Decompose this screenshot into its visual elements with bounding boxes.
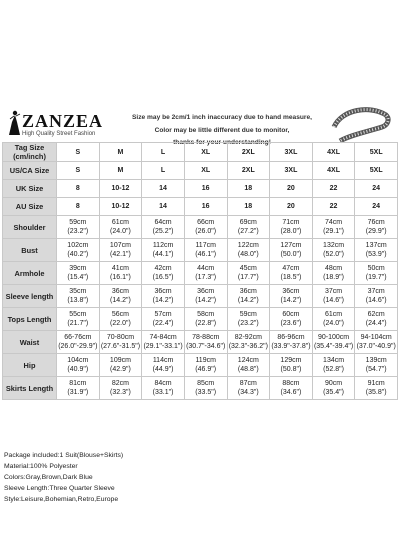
cm-value: 74-84cm [149,334,177,341]
table-row [3,285,398,308]
measure-cell [227,216,270,239]
cm-value: 35cm [69,288,87,295]
measure-cell [227,308,270,331]
cm-value: 70-80cm [106,334,135,341]
note-style: Style:Leisure,Bohemian,Retro,Europe [4,496,119,503]
table-header-row [3,143,398,162]
measure-cell [99,308,142,331]
table-row [3,377,398,400]
brand-tagline: High Quality Street Fashion [22,131,96,137]
measure-cell [99,377,142,400]
inch-value: (23.6") [280,320,302,327]
cm-value: 85cm [197,380,215,387]
measure-cell [355,354,398,377]
measure-cell [57,262,100,285]
cm-value: 84cm [154,380,172,387]
inch-value: (44.1") [152,251,174,258]
measure-cell [142,285,185,308]
cm-value: 129cm [280,357,302,364]
table-cell: 22 [312,180,355,198]
cm-value: 107cm [109,242,131,249]
table-cell: 8 [57,198,100,216]
row-label: Waist [3,331,57,354]
measure-cell [312,285,355,308]
cm-value: 62cm [367,311,385,318]
notice-line: Size may be 2cm/1 inch inaccuracy due to hand measure, [132,114,312,121]
row-label: Bust [3,239,57,262]
table-cell: 16 [184,198,227,216]
inch-value: (37.0"-40.9") [356,343,396,350]
cm-value: 104cm [67,357,89,364]
size-chart-table [2,142,398,400]
measure-cell [355,239,398,262]
row-label: Skirts Length [3,377,57,400]
measuring-tape-icon [330,105,392,145]
measure-cell [312,262,355,285]
measure-cell [227,239,270,262]
table-cell: 18 [227,198,270,216]
inch-value: (14.6") [323,297,344,304]
cm-value: 91cm [367,380,385,387]
measure-cell [312,239,355,262]
inch-value: (24.4") [365,320,387,327]
cm-value: 74cm [325,219,343,226]
cm-value: 132cm [323,242,345,249]
inch-value: (35.8") [365,389,387,396]
row-label: UK Size [3,180,57,198]
cm-value: 82cm [111,380,129,387]
inch-value: (42.1") [110,251,131,258]
inch-value: (46.1") [195,251,217,258]
cm-value: 39cm [69,265,87,272]
inch-value: (50.0") [280,251,302,258]
measure-cell [270,285,313,308]
measure-cell [99,285,142,308]
inch-value: (14.2") [237,297,259,304]
cm-value: 87cm [239,380,257,387]
inch-value: (14.2") [280,297,302,304]
cm-value: 69cm [239,219,257,226]
inch-value: (14.6") [365,297,387,304]
table-row [3,308,398,331]
inch-value: (34.3") [237,389,259,396]
table-cell: 24 [355,198,398,216]
cm-value: 36cm [197,288,215,295]
inch-value: (46.9") [195,366,217,373]
cm-value: 90cm [325,380,343,387]
measure-cell [99,216,142,239]
cm-value: 58cm [197,311,215,318]
cm-value: 44cm [197,265,215,272]
inch-value: (26.0"-29.9") [58,343,98,350]
header [0,0,400,146]
cm-value: 36cm [282,288,300,295]
inch-value: (31.9") [67,389,89,396]
table-row [3,331,398,354]
measure-cell [99,354,142,377]
cm-value: 127cm [280,242,302,249]
measure-cell [227,331,270,354]
inch-value: (34.6") [280,389,302,396]
inch-value: (48.8") [237,366,259,373]
note-package: Package included:1 Suit(Blouse+Skirts) [4,452,124,459]
table-cell: 22 [312,198,355,216]
cm-value: 124cm [237,357,259,364]
row-label-line: Tag Size [14,143,45,152]
measure-cell [142,262,185,285]
table-cell: XL [184,162,227,180]
cm-value: 76cm [367,219,385,226]
inch-value: (17.3") [195,274,217,281]
notice-line: thanks for your understanding! [173,139,271,146]
cm-value: 45cm [239,265,257,272]
inch-value: (32.3"-36.2") [228,343,268,350]
table-row [3,216,398,239]
measure-cell [270,216,313,239]
inch-value: (18.5") [280,274,302,281]
size-header-cell: M [99,143,142,162]
measure-cell [270,354,313,377]
inch-value: (14.2") [152,297,174,304]
cm-value: 114cm [152,357,174,364]
measure-cell [312,354,355,377]
measure-cell [184,377,227,400]
size-header-cell: S [57,143,100,162]
measure-cell [57,354,100,377]
inch-value: (28.0") [280,228,302,235]
measure-cell [355,216,398,239]
measure-cell [312,331,355,354]
note-sleeve: Sleeve Length:Three Quarter Sleeve [4,485,115,492]
measure-cell [99,239,142,262]
measure-cell [57,239,100,262]
measure-cell [184,285,227,308]
cm-value: 41cm [111,265,129,272]
measure-cell [312,308,355,331]
inch-value: (30.7"-34.6") [186,343,226,350]
inch-value: (33.9"-37.8") [271,343,311,350]
size-header-cell: 3XL [270,143,313,162]
measure-cell [99,331,142,354]
table-cell: 24 [355,180,398,198]
cm-value: 102cm [67,242,89,249]
measure-cell [355,377,398,400]
cm-value: 47cm [282,265,300,272]
cm-value: 109cm [109,357,131,364]
inch-value: (53.9") [365,251,387,258]
inch-value: (27.6"-31.5") [100,343,141,350]
measure-cell [227,377,270,400]
measure-cell [355,262,398,285]
inch-value: (23.2") [67,228,89,235]
table-cell: 20 [270,198,313,216]
table-cell: 16 [184,180,227,198]
size-header-cell: 5XL [355,143,398,162]
measure-cell [57,285,100,308]
inch-value: (14.2") [110,297,131,304]
measure-cell [142,239,185,262]
inch-value: (25.2") [152,228,174,235]
measure-cell [312,377,355,400]
row-label: Shoulder [3,216,57,239]
inch-value: (29.9") [365,228,387,235]
inch-value: (27.2") [237,228,259,235]
table-row [3,180,398,198]
cm-value: 36cm [154,288,172,295]
cm-value: 71cm [282,219,300,226]
table-cell: 18 [227,180,270,198]
cm-value: 66cm [197,219,215,226]
inch-value: (52.8") [323,366,344,373]
measure-cell [184,239,227,262]
inch-value: (19.7") [365,274,387,281]
brand-name: ZANZEA [22,111,104,131]
measure-cell [270,239,313,262]
size-header-cell: 4XL [312,143,355,162]
table-cell: 5XL [355,162,398,180]
measure-cell [184,216,227,239]
measure-cell [57,331,100,354]
measure-cell [142,216,185,239]
cm-value: 66-76cm [64,334,92,341]
inch-value: (24.0") [110,228,131,235]
table-row [3,239,398,262]
size-header-cell: L [142,143,185,162]
measure-cell [57,308,100,331]
table-cell: 14 [142,180,185,198]
measure-cell [142,354,185,377]
measure-cell [270,308,313,331]
cm-value: 94-104cm [360,334,392,341]
cm-value: 36cm [111,288,129,295]
inch-value: (40.9") [67,366,89,373]
measure-cell [227,262,270,285]
measure-cell [142,308,185,331]
inch-value: (50.8") [280,366,302,373]
table-cell: 4XL [312,162,355,180]
measure-cell [184,354,227,377]
measure-cell [355,308,398,331]
table-row [3,262,398,285]
measure-cell [270,377,313,400]
inch-value: (22.8") [195,320,217,327]
cm-value: 50cm [367,265,385,272]
cm-value: 81cm [69,380,87,387]
inch-value: (23.2") [237,320,259,327]
table-cell: 10-12 [99,180,142,198]
table-cell: S [57,162,100,180]
measure-cell [270,331,313,354]
measure-cell [355,331,398,354]
measure-cell [184,262,227,285]
cm-value: 37cm [325,288,343,295]
row-label: AU Size [3,198,57,216]
cm-value: 55cm [69,311,87,318]
measure-cell [57,216,100,239]
row-label-tag-size [3,143,57,162]
measure-cell [99,262,142,285]
inch-value: (35.4") [323,389,344,396]
row-label: US/CA Size [3,162,57,180]
table-row [3,354,398,377]
measure-cell [227,285,270,308]
inch-value: (26.0") [195,228,217,235]
inch-value: (42.9") [110,366,131,373]
cm-value: 36cm [239,288,257,295]
cm-value: 78-88cm [192,334,220,341]
inch-value: (54.7") [365,366,387,373]
size-header-cell: 2XL [227,143,270,162]
table-cell: 10-12 [99,198,142,216]
cm-value: 86-96cm [277,334,305,341]
row-label-line: (cm/inch) [13,152,46,161]
inch-value: (21.7") [67,320,89,327]
table-cell: 20 [270,180,313,198]
inch-value: (52.0") [323,251,344,258]
table-cell: M [99,162,142,180]
inch-value: (35.4"-39.4") [313,343,354,350]
inch-value: (33.1") [152,389,174,396]
inch-value: (40.2") [67,251,89,258]
measure-cell [142,377,185,400]
inch-value: (18.9") [323,274,344,281]
inch-value: (44.9") [152,366,174,373]
table-cell: L [142,162,185,180]
cm-value: 56cm [111,311,129,318]
measure-cell [355,285,398,308]
cm-value: 112cm [152,242,174,249]
inch-value: (29.1") [323,228,344,235]
inch-value: (17.7") [237,274,259,281]
cm-value: 42cm [154,265,172,272]
table-row [3,162,398,180]
cm-value: 57cm [154,311,172,318]
cm-value: 61cm [325,311,343,318]
row-label: Hip [3,354,57,377]
inch-value: (14.2") [195,297,217,304]
cm-value: 139cm [365,357,387,364]
table-cell: 2XL [227,162,270,180]
inch-value: (22.0") [110,320,131,327]
cm-value: 64cm [154,219,172,226]
table-cell: 8 [57,180,100,198]
inch-value: (24.0") [323,320,344,327]
inch-value: (29.1"-33.1") [143,343,183,350]
size-header-cell: XL [184,143,227,162]
measure-cell [227,354,270,377]
cm-value: 61cm [111,219,129,226]
row-label: Tops Length [3,308,57,331]
note-material: Material:100% Polyester [4,463,78,470]
inch-value: (32.3") [110,389,131,396]
inch-value: (33.5") [195,389,217,396]
cm-value: 90-100cm [317,334,350,341]
cm-value: 122cm [237,242,259,249]
inch-value: (16.5") [152,274,174,281]
cm-value: 119cm [195,357,216,364]
cm-value: 134cm [323,357,345,364]
cm-value: 37cm [367,288,385,295]
cm-value: 60cm [282,311,300,318]
product-notes [4,450,394,505]
table-cell: 3XL [270,162,313,180]
table-row [3,198,398,216]
cm-value: 82-92cm [234,334,262,341]
note-colors: Colors:Gray,Brown,Dark Blue [4,474,93,481]
measure-cell [184,331,227,354]
inch-value: (22.4") [152,320,174,327]
cm-value: 117cm [195,242,216,249]
cm-value: 59cm [239,311,257,318]
inch-value: (15.4") [67,274,89,281]
row-label: Armhole [3,262,57,285]
table-cell: 14 [142,198,185,216]
notice-line: Color may be little different due to monitor, [154,126,290,134]
cm-value: 88cm [282,380,300,387]
inch-value: (48.0") [237,251,259,258]
measure-cell [312,216,355,239]
measure-cell [142,331,185,354]
measure-cell [270,262,313,285]
cm-value: 137cm [365,242,387,249]
row-label: Sleeve length [3,285,57,308]
measure-cell [57,377,100,400]
fashion-figure-icon [8,110,22,136]
inch-value: (16.1") [110,274,131,281]
cm-value: 48cm [325,265,343,272]
cm-value: 59cm [69,219,87,226]
measure-cell [184,308,227,331]
inch-value: (13.8") [67,297,89,304]
